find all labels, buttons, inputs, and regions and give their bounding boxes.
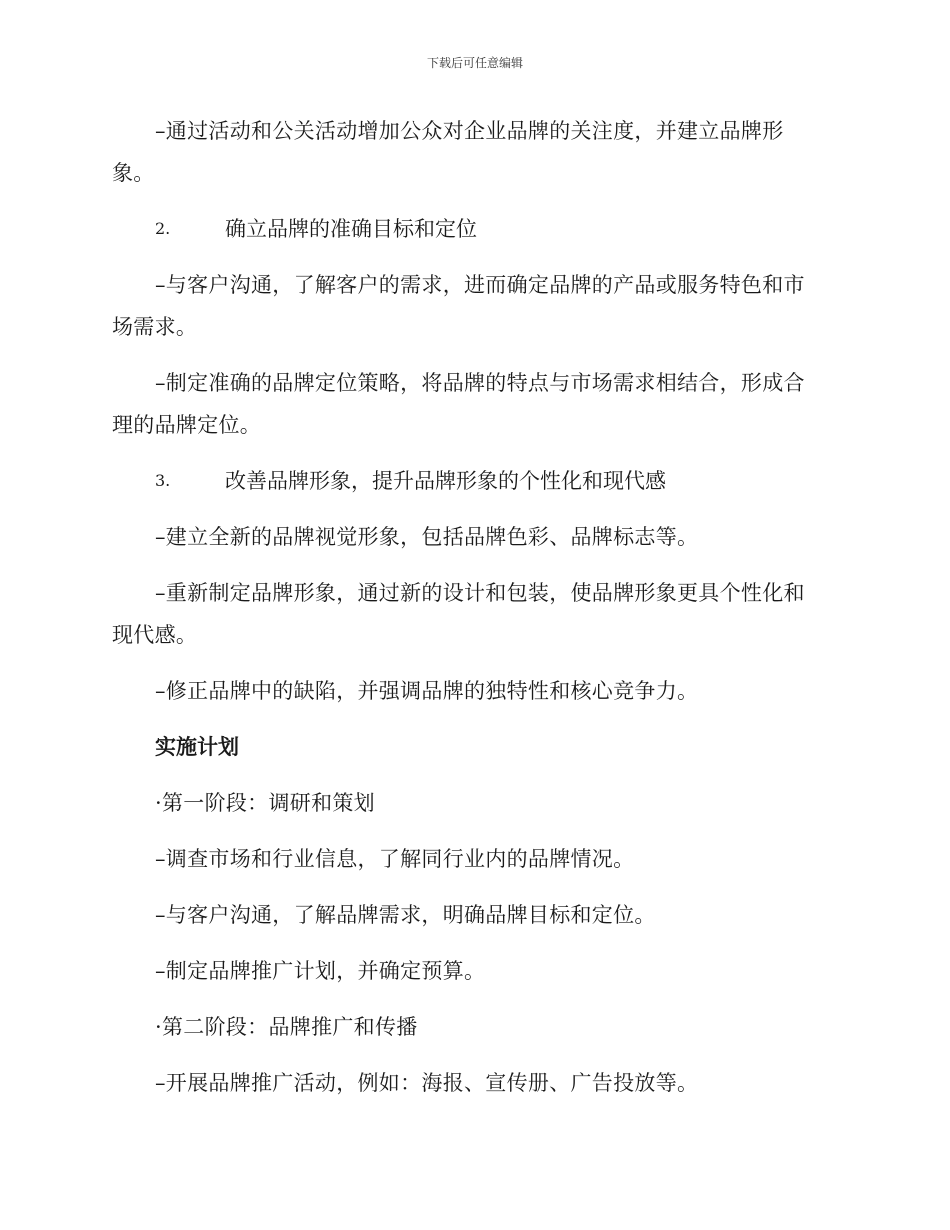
numbered-item [112,208,824,250]
numbered-item [112,460,824,502]
item-text: 改善品牌形象，提升品牌形象的个性化和现代感 [225,469,666,493]
item-number: 3. [155,471,171,490]
phase-title: ·第一阶段：调研和策划 [155,791,375,815]
paragraph: –开展品牌推广活动，例如：海报、宣传册、广告投放等。 [155,1071,699,1095]
paragraph: –建立全新的品牌视觉形象，包括品牌色彩、品牌标志等。 [155,525,699,549]
paragraph: –修正品牌中的缺陷，并强调品牌的独特性和核心竞争力。 [155,679,699,703]
paragraph: –与客户沟通，了解客户的需求，进而确定品牌的产品或服务特色和市场需求。 [112,273,805,339]
phase-title: ·第二阶段：品牌推广和传播 [155,1015,418,1039]
item-number: 2. [155,219,171,238]
paragraph: –调查市场和行业信息，了解同行业内的品牌情况。 [155,847,635,871]
page-header-note: 下载后可任意编辑 [426,56,523,70]
document-body [112,110,824,1118]
paragraph: –制定准确的品牌定位策略，将品牌的特点与市场需求相结合，形成合理的品牌定位。 [112,371,805,437]
paragraph: –重新制定品牌形象，通过新的设计和包装，使品牌形象更具个性化和现代感。 [112,581,805,647]
item-text: 确立品牌的准确目标和定位 [225,217,477,241]
paragraph: –制定品牌推广计划，并确定预算。 [155,959,486,983]
paragraph: –通过活动和公关活动增加公众对企业品牌的关注度，并建立品牌形象。 [112,119,784,185]
paragraph: –与客户沟通，了解品牌需求，明确品牌目标和定位。 [155,903,656,927]
section-heading: 实施计划 [155,735,239,759]
